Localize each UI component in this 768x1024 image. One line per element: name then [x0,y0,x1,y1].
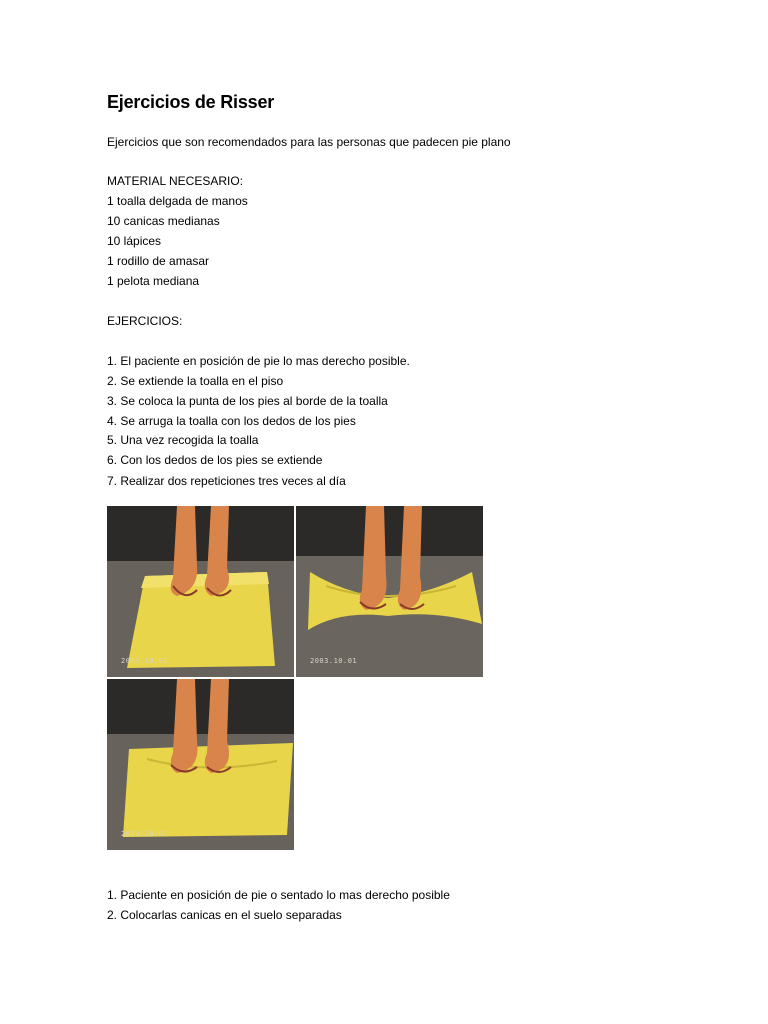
photo-date-stamp: 2003.10.01 [310,657,358,665]
exercise-step: 3. Se coloca la punta de los pies al borde de la toalla [107,394,388,408]
material-item: 10 canicas medianas [107,214,220,228]
photo-feet-towel-gathered [107,679,294,850]
exercise-2-step: 2. Colocarlas canicas en el suelo separadas [107,908,342,922]
photo-date-stamp: 2003.10.01 [121,830,169,838]
exercise-step: 1. El paciente en posición de pie lo mas derecho posible. [107,354,410,368]
page-title: Ejercicios de Risser [107,92,275,112]
exercise-2-step: 1. Paciente en posición de pie o sentado lo mas derecho posible [107,888,450,902]
exercise-step: 6. Con los dedos de los pies se extiende [107,453,323,467]
intro-text: Ejercicios que son recomendados para las personas que padecen pie plano [107,135,511,149]
exercise-step: 5. Una vez recogida la toalla [107,433,259,447]
material-heading: MATERIAL NECESARIO: [107,174,244,188]
photo-grid [107,506,485,852]
exercises-heading: EJERCICIOS: [107,314,183,328]
material-item: 1 pelota mediana [107,274,200,288]
exercise-step: 2. Se extiende la toalla en el piso [107,374,284,388]
photo-feet-gathering-towel [296,506,483,677]
material-item: 1 toalla delgada de manos [107,194,248,208]
material-item: 10 lápices [107,234,162,248]
photo-feet-flat-towel [107,506,294,677]
material-item: 1 rodillo de amasar [107,254,210,268]
exercise-step: 4. Se arruga la toalla con los dedos de los pies [107,414,356,428]
exercise-step: 7. Realizar dos repeticiones tres veces al día [107,474,346,488]
photo-date-stamp: 2003.10.01 [121,657,169,665]
